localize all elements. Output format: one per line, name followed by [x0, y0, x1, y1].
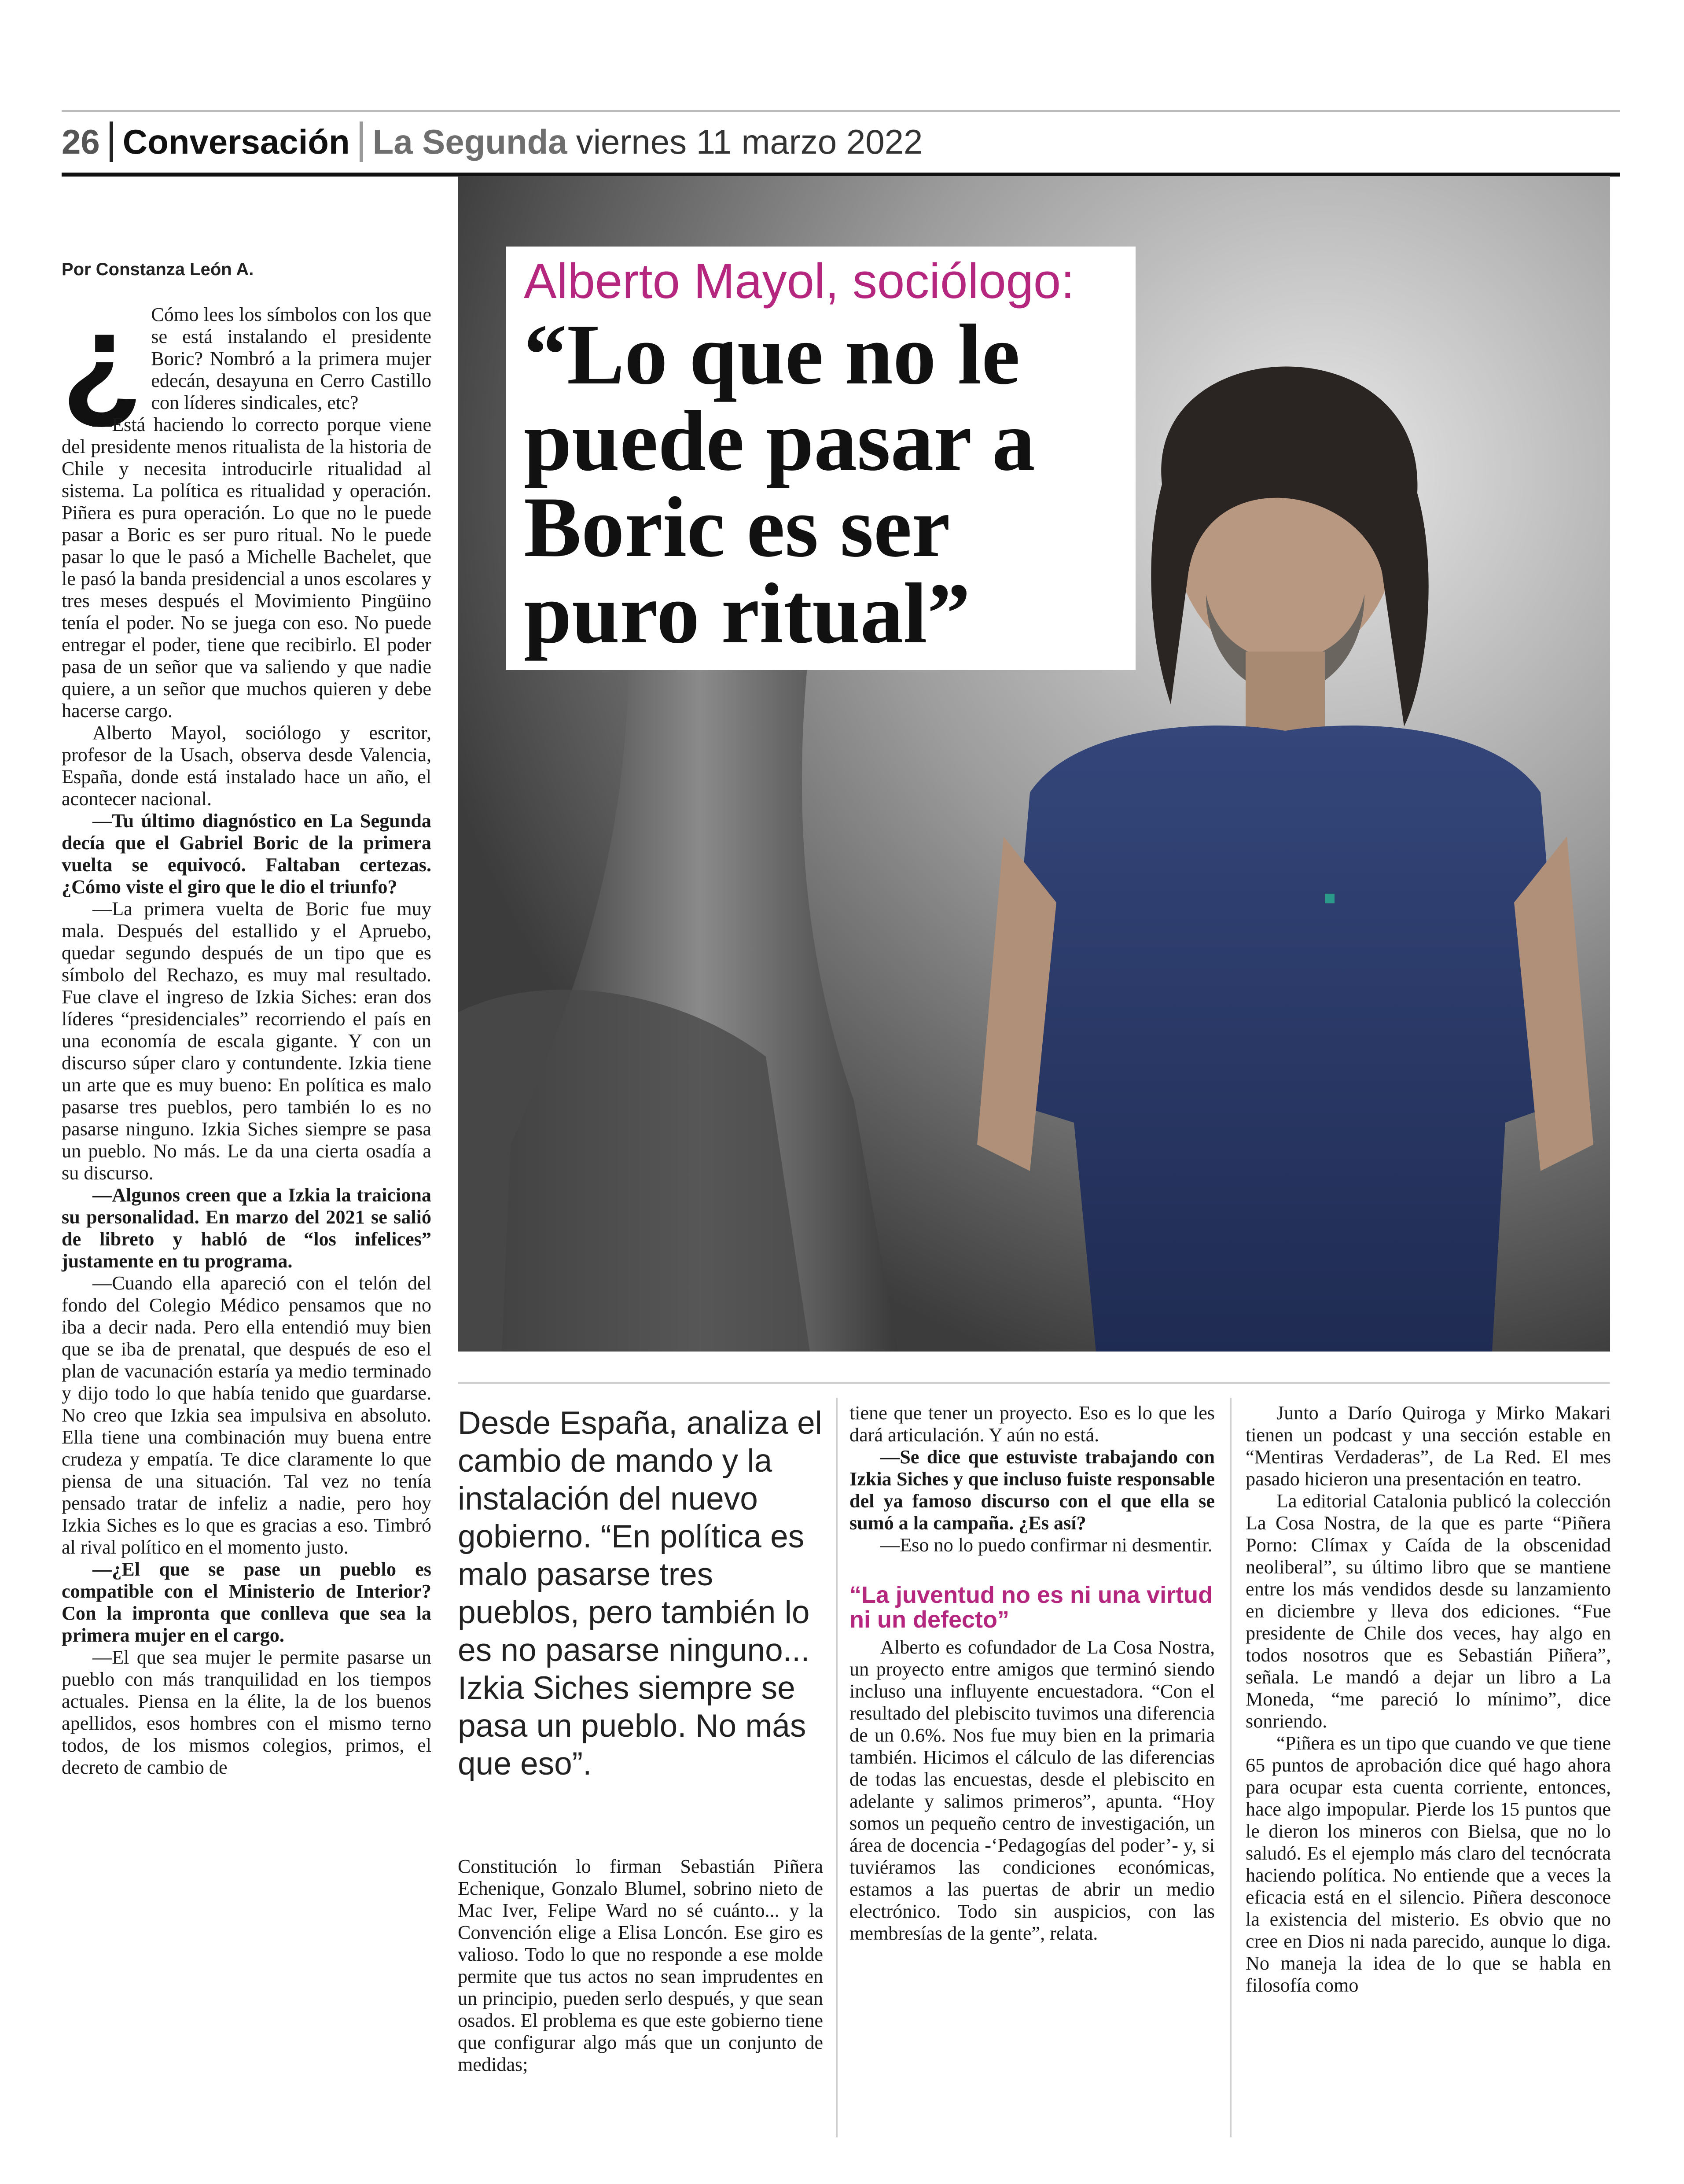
paragraph: —Está haciendo lo correcto porque viene del presidente menos ritualista de la historia de Chile y necesita introducirle ritualidad al sistema. La política es ritualidad y operación. Piñera es pura operación. Lo que no le puede pasar a Boric es ser puro ritual. No le puede pasar lo que le pasó a Michelle Bachelet, que le pasó la banda presidencial a unos escolares y tres meses después el Movimiento Pingüino tenía el poder. No se juega con eso. No puede entregar el poder, tiene que recibirlo. El poder pasa de un señor que va saliendo y que nadie quiere, a un señor que muchos quieren y debe hacerse cargo. [62, 414, 431, 722]
paragraph: Alberto es cofundador de La Cosa Nostra, un proyecto entre amigos que terminó siendo incluso una influyente encuestadora. “Con el resultado del plebiscito tuvimos una diferencia de un 0.6%. Nos fue muy bien en la primaria también. Hicimos el cálculo de las diferencias de todas las encuestas, desde el plebiscito en adelante y salimos primeros”, apunta. “Hoy somos un pequeño centro de investigación, un área de docencia -‘Pedagogías del poder’- y, si tuviéramos las condiciones económicas, estamos a las puertas de abrir un medio electrónico. Todo sin auspicios, con las membresías de la gente”, relata. [849, 1636, 1215, 1944]
newspaper-name: La Segunda [372, 122, 567, 161]
byline: Por Constanza León A. [62, 260, 254, 279]
column-3 [849, 1402, 1215, 1945]
paragraph: —La primera vuelta de Boric fue muy mala. Después del estallido y el Apruebo, quedar segundo después de un tipo que es símbolo del Rechazo, es muy mal resultado. Fue clave el ingreso de Izkia Siches: eran dos líderes “presidenciales” recorriendo el país en una economía de escala gigante. Y con un discurso súper claro y contundente. Izkia tiene un arte que es muy bueno: En política es malo pasarse tres pueblos, pero también lo es no pasarse ninguno. Izkia Siches siempre se pasa un pueblo. No más. Le da una cierta osadía a su discurso. [62, 898, 431, 1184]
subheading: “La juventud no es ni una virtud ni un defecto” [849, 1582, 1213, 1633]
question: —Algunos creen que a Izkia la traiciona su personalidad. En marzo del 2021 se salió de libreto y habló de “los infelices” justamente en tu programa. [62, 1184, 431, 1272]
page-header [62, 115, 1620, 168]
top-rule [62, 110, 1620, 112]
kicker: Alberto Mayol, sociólogo: [524, 254, 1075, 309]
paragraph: Junto a Darío Quiroga y Mirko Makari tienen un podcast y una sección estable en “Mentiras Verdaderas”, de La Red. El mes pasado hicieron una presentación en teatro. [1246, 1402, 1611, 1490]
paragraph: Alberto Mayol, sociólogo y escritor, profesor de la Usach, observa desde Valencia, España, donde está instalado hace un año, el acontecer nacional. [62, 722, 431, 810]
column-2 [458, 1856, 823, 2076]
paragraph: “Piñera es un tipo que cuando ve que tiene 65 puntos de aprobación dice qué hago ahora para ocupar esta cuenta corriente, entonces, hace algo impopular. Pierde los 15 puntos que le dieron los mineros con Bielsa, que no lo saludó. Es el ejemplo más claro del tecnócrata haciendo política. No entiende que a veces la eficacia está en el silencio. Piñera desconoce la existencia del misterio. Es obvio que no cree en Dios ni nada parecido, aunque lo diga. No maneja la idea de lo que se habla en filosofía como [1246, 1732, 1611, 1996]
paragraph: La editorial Catalonia publicó la colección La Cosa Nostra, de la que es parte “Piñera Porno: Clímax y Caída de la obscenidad neoliberal”, su último libro que se mantiene entre los más vendidos desde su lanzamiento en diciembre y lleva dos ediciones. “Fue presidente de Chile dos veces, hay algo en todos nosotros que es Sebastián Piñera”, señala. Le mandó a dejar un libro a La Moneda, “me pareció lo mínimo”, dice sonriendo. [1246, 1490, 1611, 1732]
header-divider [110, 122, 113, 162]
section-name: Conversación [122, 122, 350, 161]
pull-quote: Desde España, analiza el cambio de mando y la instalación del nuevo gobierno. “En política es malo pasarse tres pueblos, pero también lo es no pasarse ninguno... Izkia Siches siempre se pasa un pueblo. No más que eso”. [458, 1405, 822, 1782]
paragraph: —Eso no lo puedo confirmar ni desmentir. [880, 1534, 1213, 1556]
paragraph: Cómo lees los símbolos con los que se está instalando el presidente Boric? Nombró a la primera mujer edecán, desayuna en Cerro Castillo con líderes sindicales, etc? [151, 304, 431, 413]
issue-date: viernes 11 marzo 2022 [576, 122, 923, 161]
header-divider [360, 122, 363, 162]
column-divider [1230, 1398, 1232, 2137]
paragraph: —El que sea mujer le permite pasarse un pueblo con más tranquilidad en los tiempos actuales. Piensa en la élite, la de los buenos apellidos, esos hombres con el mismo terno todos, de los mismos colegios, primos, el decreto de cambio de [62, 1646, 431, 1778]
paragraph: —Cuando ella apareció con el telón del fondo del Colegio Médico pensamos que no iba a decir nada. Pero ella entendió muy bien que se iba de prenatal, que después de eso el plan de vacunación estaría ya medio terminado y dijo todo lo que había tenido que guardarse. No creo que Izkia sea impulsiva en absoluto. Ella tiene una combinación muy buena entre crudeza y empatía. Te dice claramente lo que piensa de una situación. Tal vez no tenía pensado tratar de infeliz a nadie, pero hoy Izkia Siches es lo que es gracias a eso. Timbró al rival político en el momento justo. [62, 1272, 431, 1558]
headline: “Lo que no le puede pasar a Boric es ser puro ritual” [524, 306, 1035, 661]
question: —Se dice que estuviste trabajando con Izkia Siches y que incluso fuiste responsable del ya famoso discurso con el que ella se sumó a la campaña. ¿Es así? [849, 1446, 1215, 1534]
dropcap: ¿ [62, 285, 143, 433]
section-rule [458, 1382, 1610, 1384]
page-number: 26 [62, 122, 100, 161]
column-divider [836, 1398, 838, 2137]
column-4 [1246, 1402, 1611, 1996]
paragraph: Constitución lo firman Sebastián Piñera Echenique, Gonzalo Blumel, sobrino nieto de Mac Iver, Felipe Ward no sé cuánto... y la Convención elige a Elisa Loncón. Ese giro es valioso. Todo lo que no responde a ese molde permite que tus actos no sean imprudentes en un principio, pueden serlo después, y que sean osados. El problema es que este gobierno tiene que configurar algo más que un conjunto de medidas; [458, 1856, 823, 2075]
question: —¿El que se pase un pueblo es compatible con el Ministerio de Interior? Con la impronta que conlleva que sea la primera mujer en el cargo. [62, 1558, 431, 1646]
paragraph: tiene que tener un proyecto. Eso es lo que les dará articulación. Y aún no está. [849, 1402, 1215, 1446]
column-1 [62, 285, 431, 1779]
question: —Tu último diagnóstico en La Segunda decía que el Gabriel Boric de la primera vuelta se equivocó. Faltaban certezas. ¿Cómo viste el giro que le dio el triunfo? [62, 810, 431, 898]
headline-block [506, 247, 1136, 670]
